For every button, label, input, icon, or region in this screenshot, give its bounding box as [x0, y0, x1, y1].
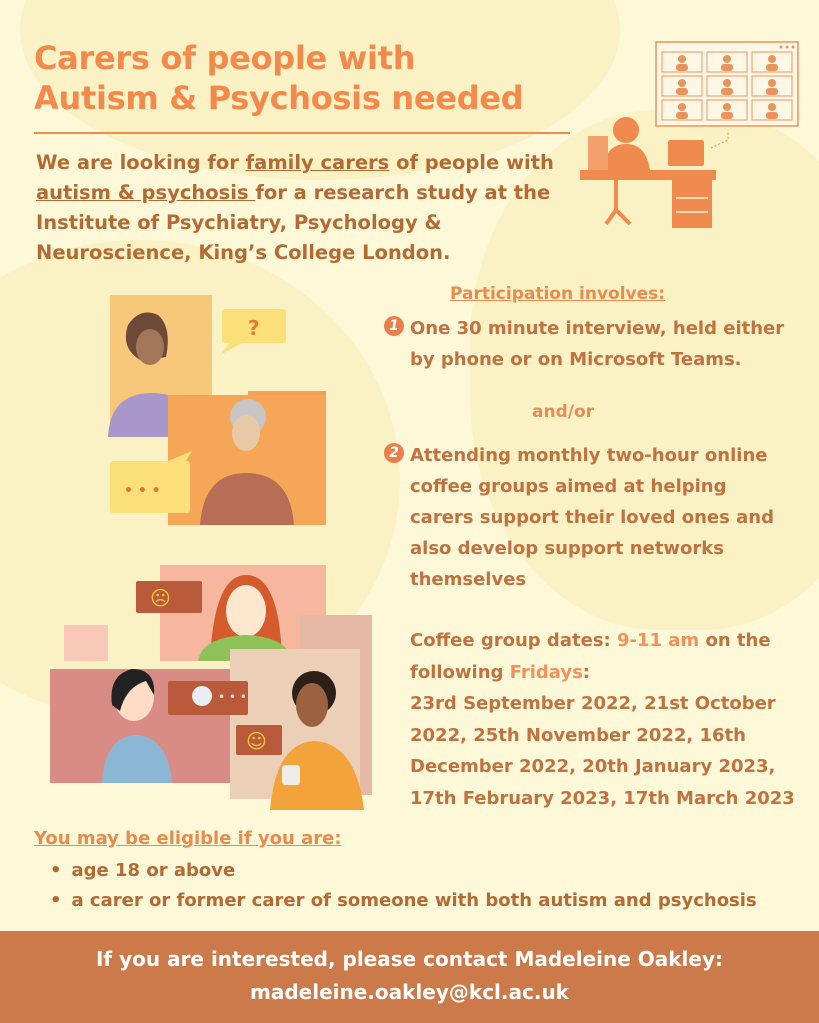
smile-emoji-icon: ☺: [246, 729, 267, 753]
eligibility-heading: You may be eligible if you are:: [34, 828, 342, 849]
question-mark-text: ?: [248, 316, 260, 340]
step-1-badge: 1: [384, 316, 404, 336]
autism-psychosis-emphasis: autism & psychosis: [36, 181, 256, 204]
title-divider: [34, 132, 570, 134]
contact-footer: [0, 931, 819, 1023]
participation-heading: Participation involves:: [450, 284, 666, 304]
coffee-group-dates: [410, 625, 800, 814]
coffee-time: 9-11 am: [616, 630, 700, 651]
intro-text: We are looking for: [36, 151, 246, 174]
contact-email[interactable]: madeleine.oakley@kcl.ac.uk: [250, 980, 569, 1004]
svg-text:• • •: • • •: [218, 690, 247, 704]
eligibility-list: [50, 856, 757, 916]
poster-title: [34, 38, 574, 118]
step-2-badge: 2: [384, 443, 404, 463]
video-call-illustration: [576, 40, 806, 230]
intro-paragraph: [36, 148, 556, 268]
intro-text: for a research study at the Institute of Psychiatry, Psychology & Neuroscience, King’s College London.: [36, 181, 551, 264]
coffee-label: Coffee group dates:: [410, 630, 617, 651]
coffee-dates-list: 23rd September 2022, 21st October 2022, 25th November 2022, 16th December 2022, 20th January 2023, 17th February 2023, 17th March 2023: [410, 693, 795, 809]
eligibility-item: • a carer or former carer of someone with both autism and psychosis: [50, 886, 757, 916]
intro-text: of people with: [389, 151, 554, 174]
conversation-illustration: [80, 295, 330, 525]
sad-emoji-icon: ☹: [150, 586, 171, 610]
coffee-mid: on the following: [410, 630, 771, 683]
coffee-day: Fridays: [509, 661, 583, 683]
contact-text: If you are interested, please contact Madeleine Oakley:: [95, 947, 724, 971]
eligibility-item: • age 18 or above: [50, 856, 757, 886]
title-line-1: Carers of people with: [34, 39, 416, 77]
step-1-text: One 30 minute interview, held either by phone or on Microsoft Teams.: [410, 318, 785, 370]
family-carers-emphasis: family carers: [245, 151, 390, 174]
step-2-text: Attending monthly two-hour online coffee groups aimed at helping carers support their loved ones and also develop support networks themselves: [410, 445, 774, 590]
coffee-colon: :: [582, 661, 590, 683]
ellipsis-text: • • •: [124, 483, 161, 499]
group-call-illustration: [50, 565, 380, 810]
title-line-2: Autism & Psychosis needed: [34, 79, 524, 117]
and-or-connector: and/or: [532, 402, 595, 422]
